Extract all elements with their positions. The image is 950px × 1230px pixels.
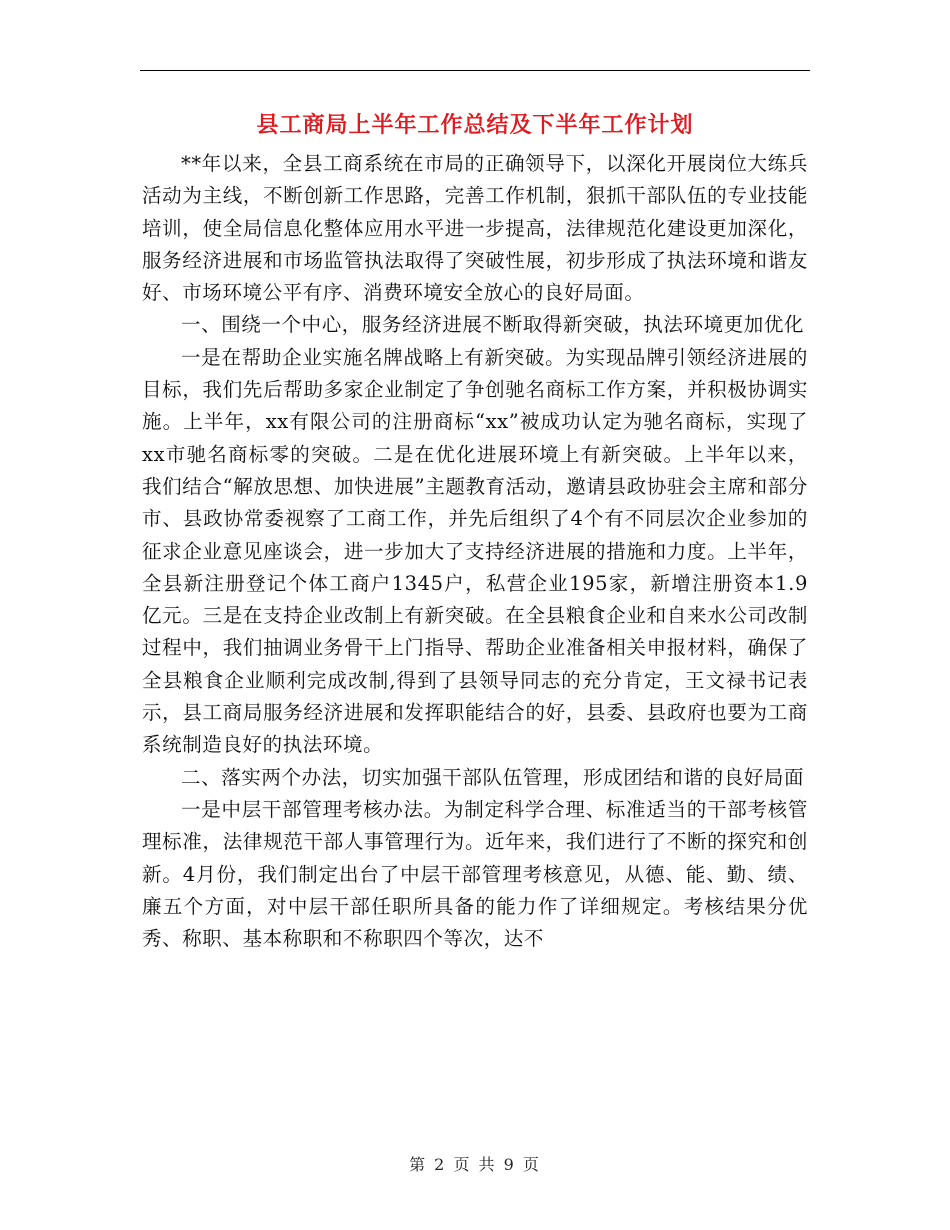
document-body <box>142 148 808 955</box>
document-title: 县工商局上半年工作总结及下半年工作计划 <box>256 112 694 138</box>
section-heading-2: 二、落实两个办法，切实加强干部队伍管理，形成团结和谐的良好局面 <box>181 765 805 789</box>
body-paragraph-section-1: 一是在帮助企业实施名牌战略上有新突破。为实现品牌引领经济进展的目标，我们先后帮助多家企业制定了争创驰名商标工作方案，并积极协调实施。上半年，xx有限公司的注册商标“xx”被成功认定为驰名商标，实现了xx市驰名商标零的突破。二是在优化进展环境上有新突破。上半年以来，我们结合“解放思想、加快进展”主题教育活动，邀请县政协驻会主席和部分市、县政协常委视察了工商工作，并先后组织了4个有不同层次企业参加的征求企业意见座谈会，进一步加大了支持经济进展的措施和力度。上半年，全县新注册登记个体工商户1345户，私营企业195家，新增注册资本1.9亿元。三是在支持企业改制上有新突破。在全县粮食企业和自来水公司改制过程中，我们抽调业务骨干上门指导、帮助企业准备相关申报材料，确保了全县粮食企业顺利完成改制,得到了县领导同志的充分肯定，王文禄书记表示，县工商局服务经济进展和发挥职能结合的好，县委、县政府也要为工商系统制造良好的执法环境。 <box>142 345 808 757</box>
header-rule <box>140 70 810 71</box>
section-heading-1: 一、围绕一个中心，服务经济进展不断取得新突破，执法环境更加优化 <box>181 313 805 337</box>
body-paragraph-section-2: 一是中层干部管理考核办法。为制定科学合理、标准适当的干部考核管理标准，法律规范干部人事管理行为。近年来，我们进行了不断的探究和创新。4月份，我们制定出台了中层干部管理考核意见，从德、能、勤、绩、廉五个方面，对中层干部任职所具备的能力作了详细规定。考核结果分优秀、称职、基本称职和不称职四个等次，达不 <box>142 797 808 951</box>
body-paragraph-intro: **年以来，全县工商系统在市局的正确领导下，以深化开展岗位大练兵活动为主线，不断创新工作思路，完善工作机制，狠抓干部队伍的专业技能培训，使全局信息化整体应用水平进一步提高，法律规范化建设更加深化，服务经济进展和市场监管执法取得了突破性展，初步形成了执法环境和谐友好、市场环境公平有序、消费环境安全放心的良好局面。 <box>142 152 808 305</box>
page-footer: 第 2 页 共 9 页 <box>409 1155 541 1174</box>
